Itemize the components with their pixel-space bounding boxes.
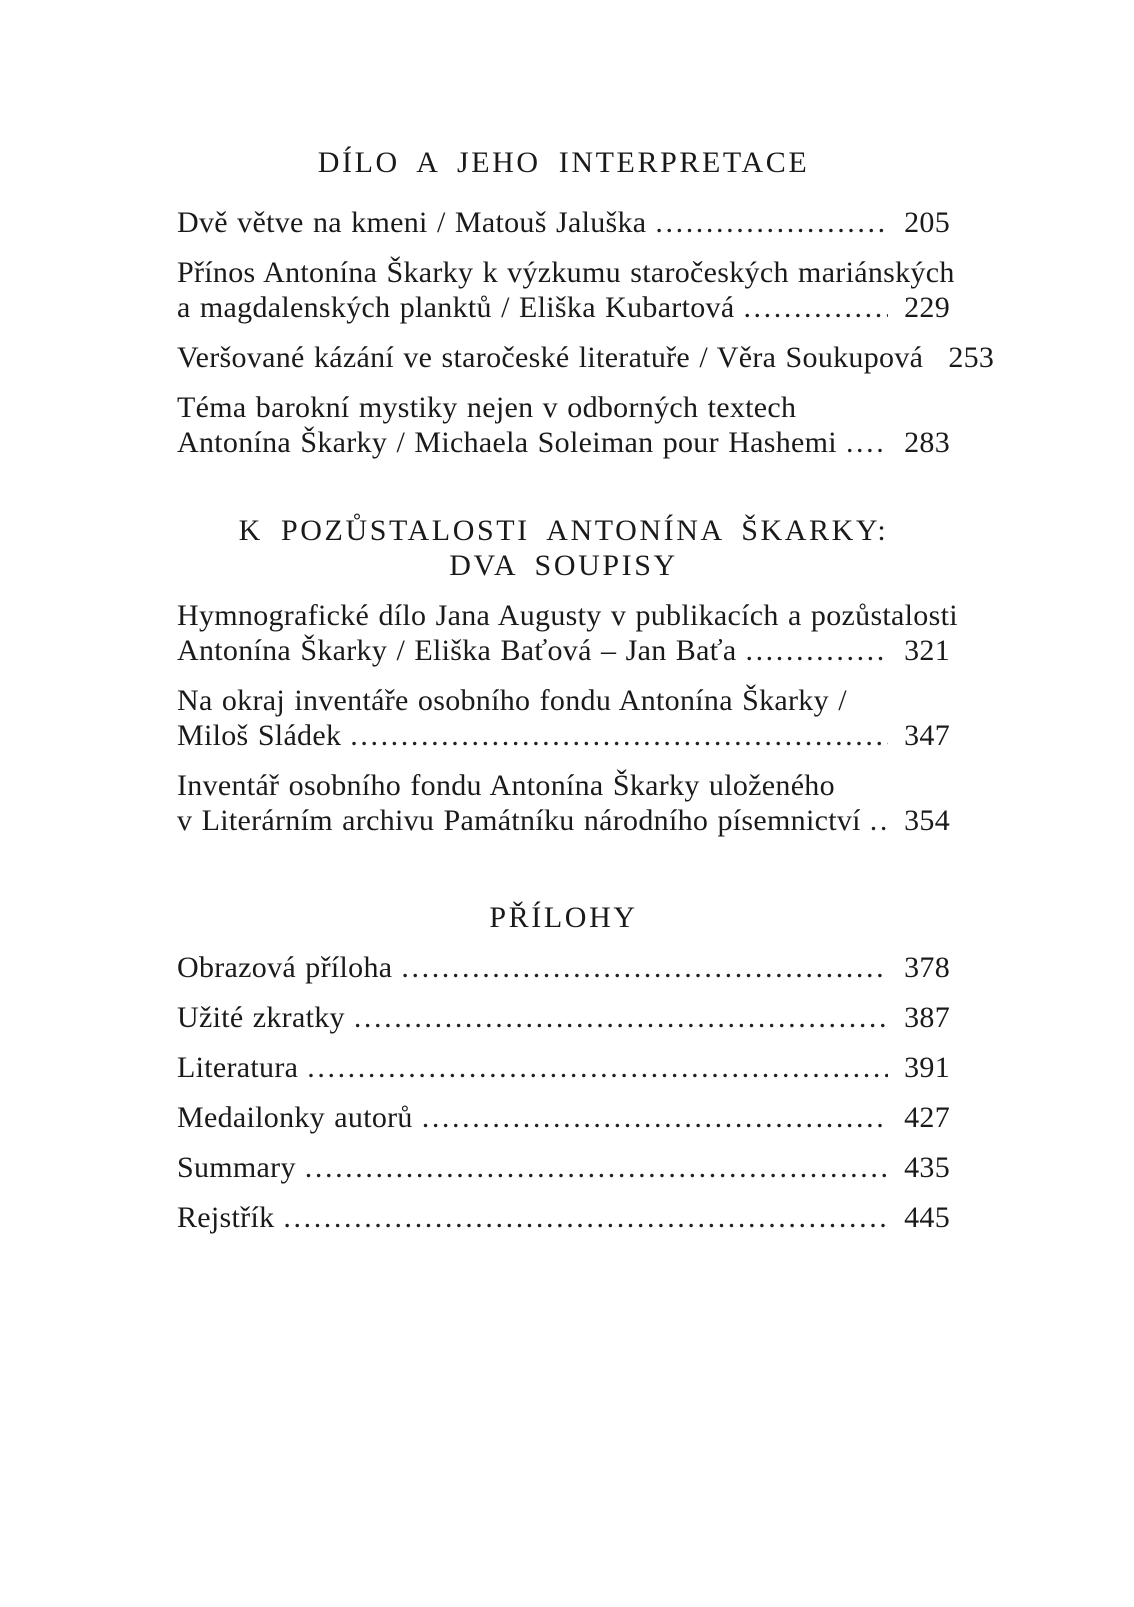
entry-title: Užité zkratky bbox=[177, 1001, 345, 1034]
dot-leader bbox=[846, 425, 888, 460]
toc-entry bbox=[177, 1000, 950, 1035]
entry-line bbox=[177, 683, 950, 718]
dot-leader bbox=[743, 290, 888, 325]
page-number: 205 bbox=[904, 206, 950, 239]
section-heading bbox=[177, 145, 950, 180]
entry-title: v Literárním archivu Památníku národního písemnictví bbox=[177, 804, 861, 837]
page-number: 378 bbox=[904, 951, 950, 984]
entry-line bbox=[177, 390, 950, 425]
entry-line-with-leader bbox=[177, 290, 950, 325]
entry-title: a magdalenských planktů / Eliška Kubartová bbox=[177, 291, 735, 324]
dot-leader bbox=[401, 950, 888, 985]
entry-line-with-leader bbox=[177, 1100, 950, 1135]
toc-entry bbox=[177, 1100, 950, 1135]
page-number: 435 bbox=[904, 1151, 950, 1184]
toc-entry bbox=[177, 390, 950, 460]
entry-line-with-leader bbox=[177, 633, 950, 668]
section-heading-line: PŘÍLOHY bbox=[489, 901, 638, 934]
page-number: 387 bbox=[904, 1001, 950, 1034]
toc-entry bbox=[177, 255, 955, 325]
dot-leader bbox=[354, 1000, 888, 1035]
dot-leader bbox=[870, 803, 888, 838]
toc-entry bbox=[177, 1050, 950, 1085]
entry-line-with-leader bbox=[177, 1050, 950, 1085]
toc-entry bbox=[177, 598, 958, 668]
section-heading-line: DÍLO A JEHO INTERPRETACE bbox=[317, 146, 810, 179]
dot-leader bbox=[283, 1200, 888, 1235]
entry-title: Hymnografické dílo Jana Augusty v publikacích a pozůstalosti bbox=[177, 599, 958, 632]
toc-entry bbox=[177, 950, 950, 985]
entry-line bbox=[177, 598, 958, 633]
entry-title: Antonína Škarky / Eliška Baťová – Jan Baťa bbox=[177, 634, 737, 667]
entry-title: Na okraj inventáře osobního fondu Antonína Škarky / bbox=[177, 684, 847, 717]
entry-title: Summary bbox=[177, 1151, 296, 1184]
entry-title: Rejstřík bbox=[177, 1201, 275, 1234]
page-number: 253 bbox=[948, 341, 995, 374]
toc-entry bbox=[177, 205, 950, 240]
dot-leader bbox=[655, 205, 888, 240]
entry-line-with-leader bbox=[177, 950, 950, 985]
entry-title: Miloš Sládek bbox=[177, 719, 342, 752]
section-heading-line: DVA SOUPISY bbox=[449, 549, 678, 582]
entry-line-with-leader bbox=[177, 803, 950, 838]
dot-leader bbox=[305, 1150, 888, 1185]
entry-line bbox=[177, 768, 950, 803]
toc-entry bbox=[177, 768, 950, 838]
entry-line-with-leader bbox=[177, 425, 950, 460]
page-number: 229 bbox=[904, 291, 950, 324]
dot-leader bbox=[350, 718, 888, 753]
entry-title: Antonína Škarky / Michaela Soleiman pour Hashemi bbox=[177, 426, 837, 459]
toc-entry bbox=[177, 683, 950, 753]
toc-section bbox=[177, 145, 995, 460]
entry-title: Veršované kázání ve staročeské literatuře / Věra Soukupová bbox=[177, 341, 924, 374]
toc-entry bbox=[177, 1200, 950, 1235]
entry-line-with-leader bbox=[177, 340, 995, 375]
page-number: 445 bbox=[904, 1201, 950, 1234]
toc-content bbox=[177, 145, 995, 1235]
page-number: 347 bbox=[904, 719, 950, 752]
section-heading bbox=[177, 513, 950, 583]
page-number: 321 bbox=[904, 634, 950, 667]
toc-entry bbox=[177, 1150, 950, 1185]
entry-line-with-leader bbox=[177, 718, 950, 753]
entry-line-with-leader bbox=[177, 205, 950, 240]
entry-title: Přínos Antonína Škarky k výzkumu staročeských mariánských bbox=[177, 256, 955, 289]
entry-title: Inventář osobního fondu Antonína Škarky uloženého bbox=[177, 769, 835, 802]
entry-title: Literatura bbox=[177, 1051, 299, 1084]
entry-line-with-leader bbox=[177, 1000, 950, 1035]
toc-section bbox=[177, 513, 958, 838]
entry-title: Téma barokní mystiky nejen v odborných textech bbox=[177, 391, 797, 424]
toc-section bbox=[177, 900, 950, 1235]
dot-leader bbox=[422, 1100, 888, 1135]
dot-leader bbox=[307, 1050, 888, 1085]
page-number: 283 bbox=[904, 426, 950, 459]
entry-line-with-leader bbox=[177, 1150, 950, 1185]
entry-title: Obrazová příloha bbox=[177, 951, 393, 984]
page-number: 391 bbox=[904, 1051, 950, 1084]
section-heading bbox=[177, 900, 950, 935]
entry-title: Dvě větve na kmeni / Matouš Jaluška bbox=[177, 206, 647, 239]
entry-line bbox=[177, 255, 955, 290]
page-number: 427 bbox=[904, 1101, 950, 1134]
dot-leader bbox=[745, 633, 888, 668]
page-number: 354 bbox=[904, 804, 950, 837]
section-heading-line: K POZŮSTALOSTI ANTONÍNA ŠKARKY: bbox=[238, 514, 889, 547]
entry-line-with-leader bbox=[177, 1200, 950, 1235]
entry-title: Medailonky autorů bbox=[177, 1101, 413, 1134]
toc-entry bbox=[177, 340, 995, 375]
